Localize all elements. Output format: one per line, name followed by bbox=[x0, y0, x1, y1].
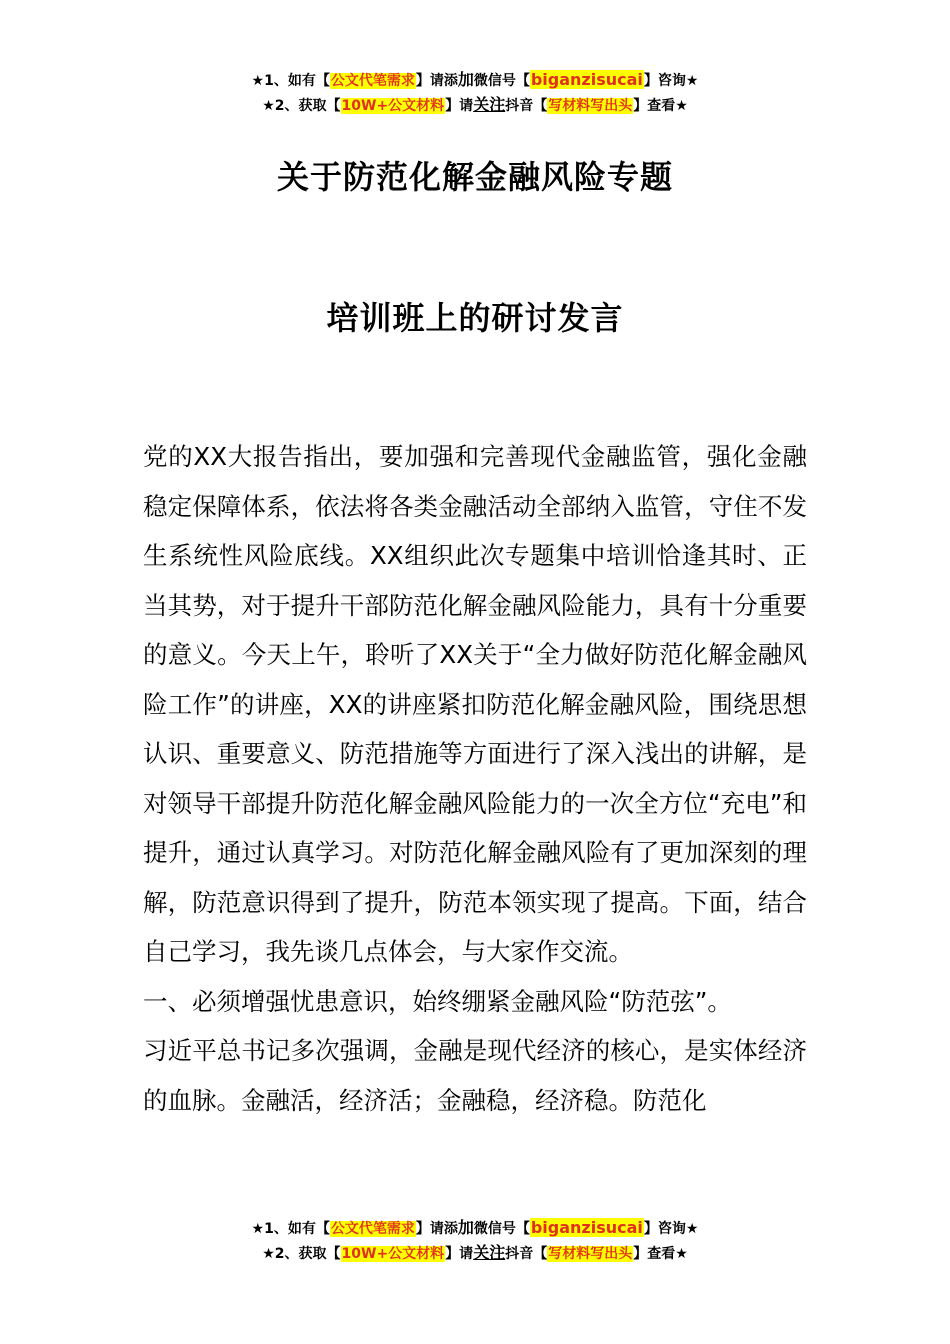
banner-text: 】请添 bbox=[415, 73, 458, 89]
document-title-line-2: 培训班上的研讨发言 bbox=[326, 299, 624, 337]
header-banner bbox=[0, 68, 950, 118]
banner-highlight: 写材料写出头 bbox=[548, 98, 633, 114]
banner-highlight: 公文代笔需求 bbox=[330, 1221, 415, 1237]
banner-text: 抖音【 bbox=[505, 98, 548, 114]
banner-text: ★1、如有【 bbox=[251, 73, 330, 89]
banner-text: 】咨询★ bbox=[643, 1221, 699, 1237]
banner-highlight: 10W+公文材料 bbox=[341, 98, 445, 114]
banner-line-1 bbox=[0, 1216, 950, 1241]
section-heading: 一、必须增强忧患意识，始终绷紧金融风险“防范弦”。 bbox=[143, 986, 732, 1016]
banner-emphasis: 关注 bbox=[473, 95, 506, 114]
document-title-line-1: 关于防范化解金融风险专题 bbox=[276, 158, 673, 196]
banner-text: 】请 bbox=[445, 1246, 474, 1262]
banner-text: 微信号【 bbox=[473, 1221, 530, 1237]
banner-line-2 bbox=[0, 93, 950, 118]
footer-banner bbox=[0, 1216, 950, 1266]
banner-text: 】查看★ bbox=[633, 98, 688, 114]
banner-wechat-id: biganzisucai bbox=[530, 70, 643, 89]
banner-highlight: 公文代笔需求 bbox=[330, 73, 415, 89]
document-body bbox=[143, 432, 807, 1125]
banner-text: ★2、获取【 bbox=[262, 98, 341, 114]
banner-text: 】咨询★ bbox=[643, 73, 699, 89]
banner-text: ★1、如有【 bbox=[251, 1221, 330, 1237]
banner-line-1 bbox=[0, 68, 950, 93]
banner-line-2 bbox=[0, 1241, 950, 1266]
banner-emphasis: 加 bbox=[457, 1218, 474, 1237]
banner-highlight: 10W+公文材料 bbox=[341, 1246, 445, 1262]
banner-wechat-id: biganzisucai bbox=[530, 1218, 643, 1237]
body-paragraph: 习近平总书记多次强调，金融是现代经济的核心，是实体经济的血脉。金融活，经济活；金融稳，经济稳。防范化 bbox=[143, 1036, 807, 1115]
banner-text: ★2、获取【 bbox=[262, 1246, 341, 1262]
banner-text: 抖音【 bbox=[505, 1246, 548, 1262]
banner-text: 】请 bbox=[445, 98, 474, 114]
banner-highlight: 写材料写出头 bbox=[548, 1246, 633, 1262]
banner-emphasis: 加 bbox=[457, 70, 474, 89]
banner-text: 微信号【 bbox=[473, 73, 530, 89]
banner-text: 】请添 bbox=[415, 1221, 458, 1237]
banner-text: 】查看★ bbox=[633, 1246, 688, 1262]
body-paragraph: 党的XX大报告指出，要加强和完善现代金融监管，强化金融稳定保障体系，依法将各类金融活动全部纳入监管，守住不发生系统性风险底线。XX组织此次专题集中培训恰逢其时、正当其势，对于提升干部防范化解金融风险能力，具有十分重要的意义。今天上午，聆听了XX关于“全力做好防范化解金融风险工作”的讲座，XX的讲座紧扣防范化解金融风险，围绕思想认识、重要意义、防范措施等方面进行了深入浅出的讲解，是对领导干部提升防范化解金融风险能力的一次全方位“充电”和提升，通过认真学习。对防范化解金融风险有了更加深刻的理解，防范意识得到了提升，防范本领实现了提高。下面，结合自己学习，我先谈几点体会，与大家作交流。 bbox=[143, 442, 807, 966]
banner-emphasis: 关注 bbox=[473, 1243, 506, 1262]
